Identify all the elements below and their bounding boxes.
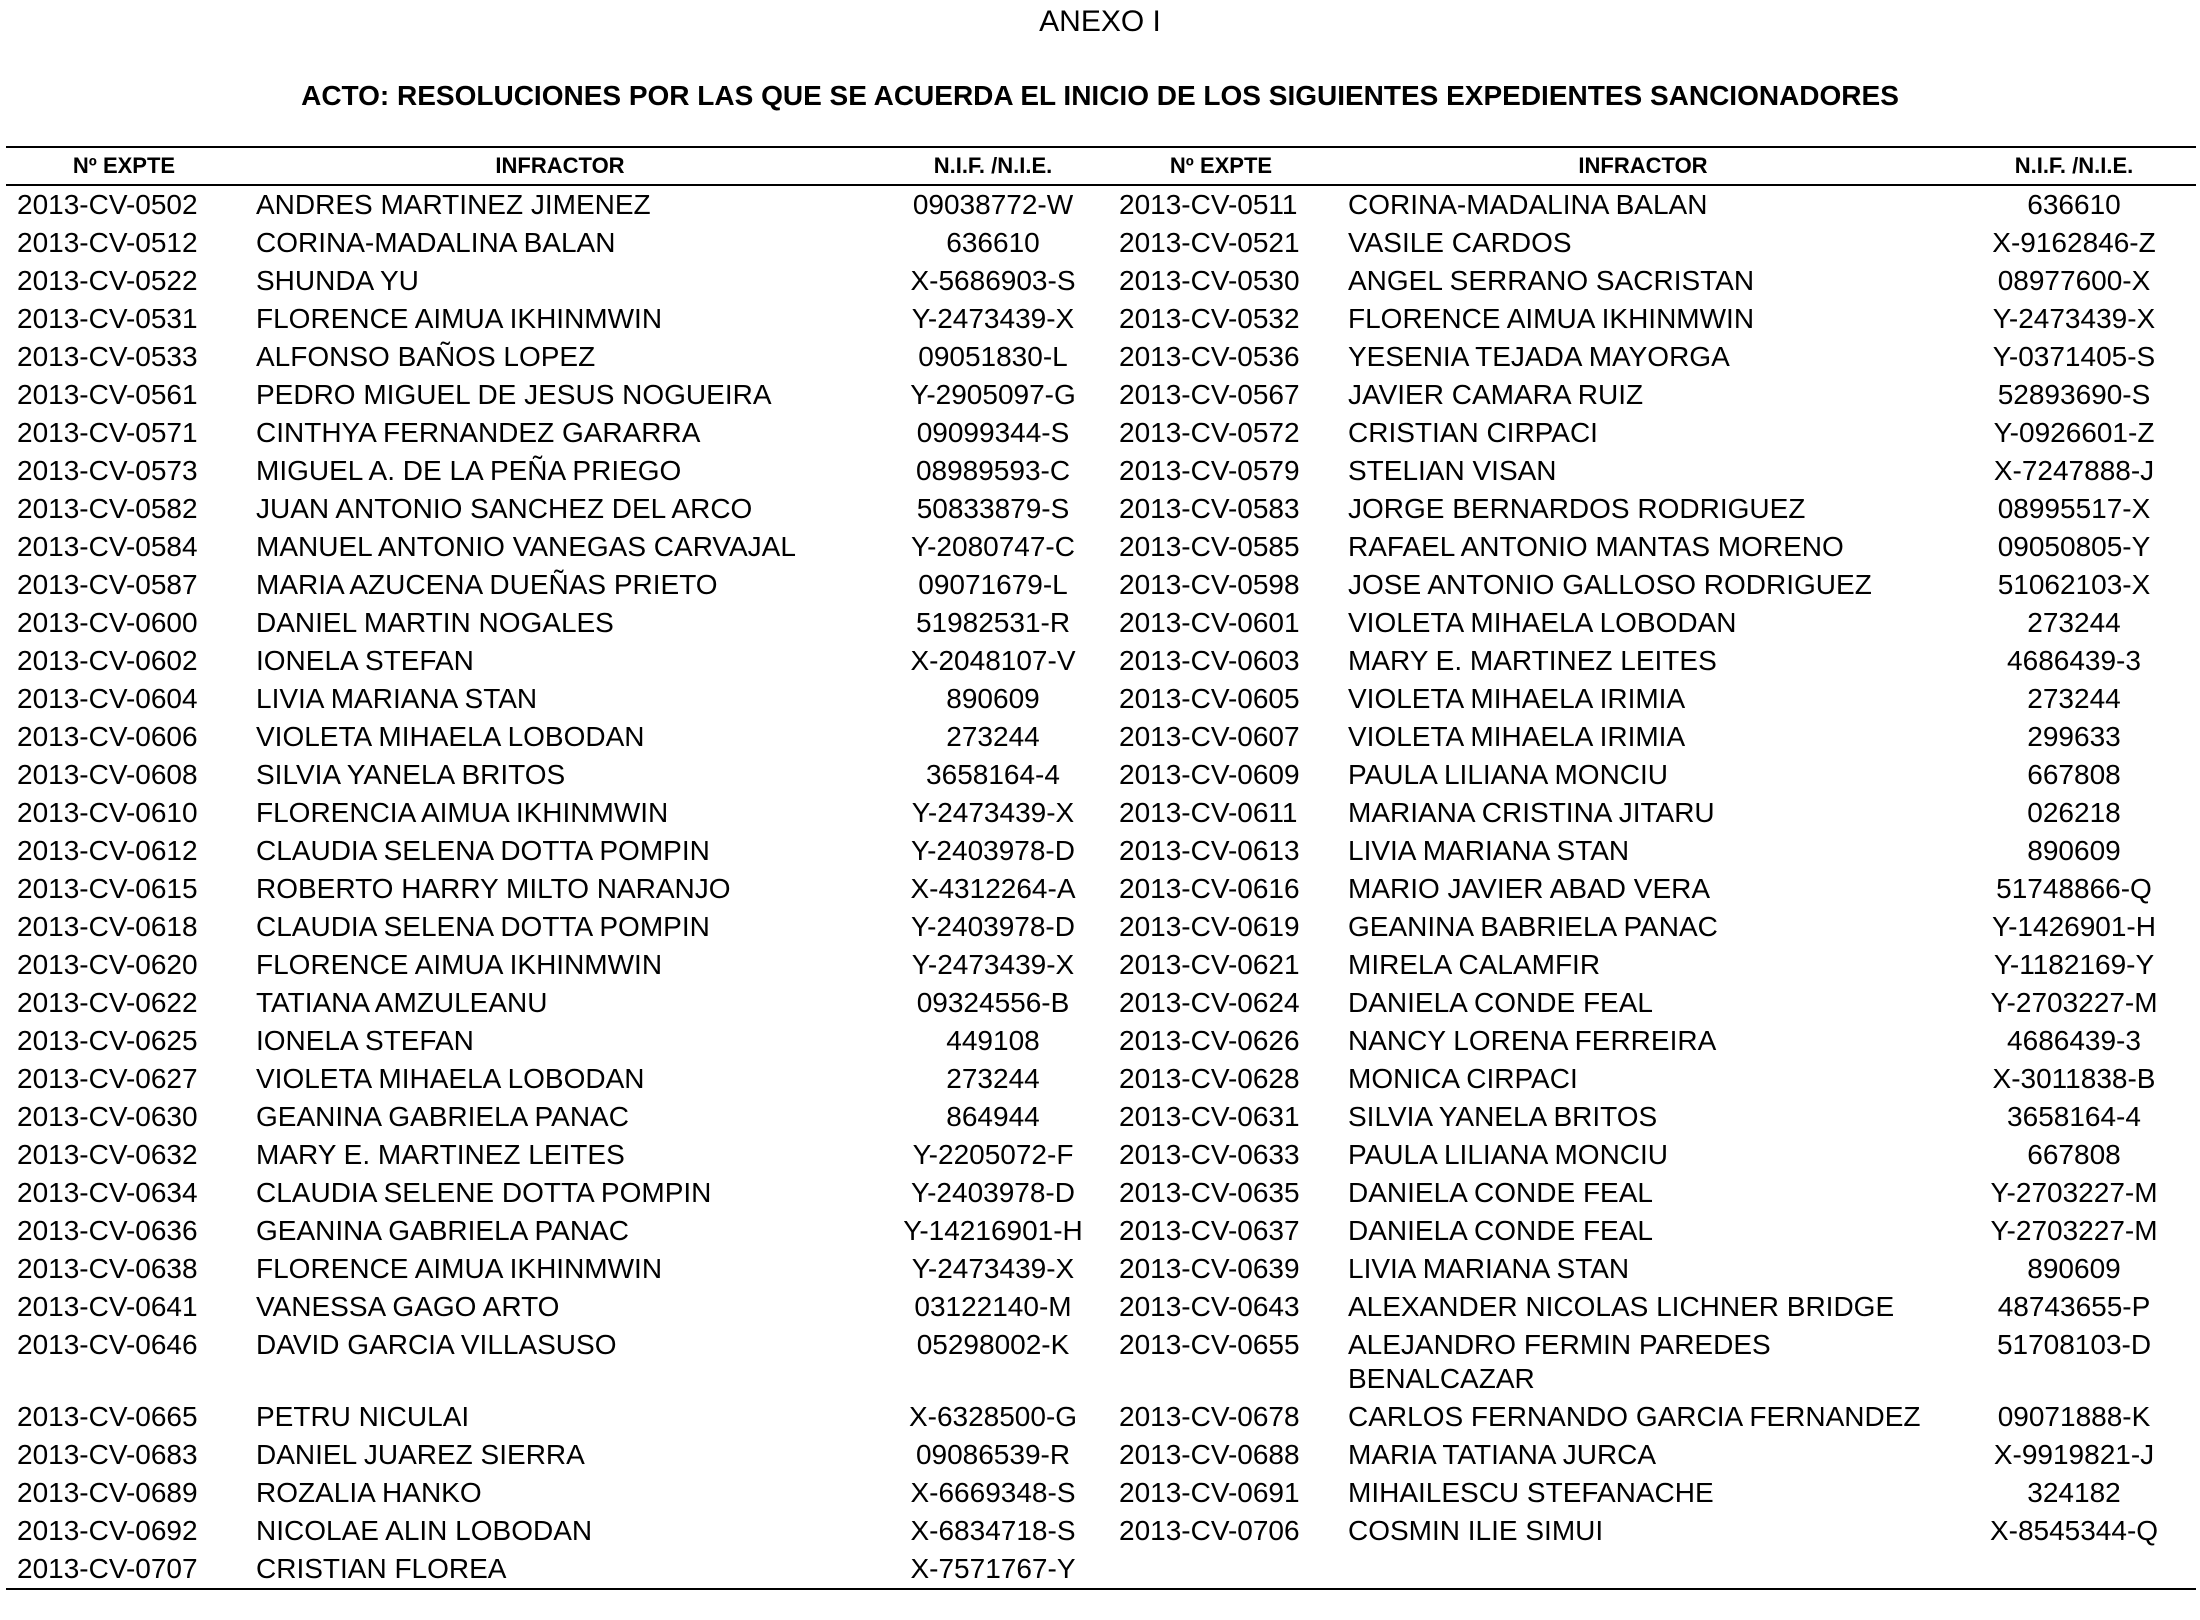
table-row [6,1136,2196,1174]
nif-cell-right: Y-1426901-H [1992,911,2156,942]
nif-cell-right: X-3011838-B [1992,1063,2156,1094]
infractor-cell-left: MIGUEL A. DE LA PEÑA PRIEGO [256,455,682,486]
infractor-cell-left: FLORENCE AIMUA IKHINMWIN [256,1253,663,1284]
nif-cell-left: 50833879-S [916,493,1070,524]
infractor-cell-left: GEANINA GABRIELA PANAC [256,1215,629,1246]
infractor-cell-left: CORINA-MADALINA BALAN [256,227,616,258]
expediente-cell-right: 2013-CV-0530 [1119,265,1300,296]
infractor-cell-right: GEANINA BABRIELA PANAC [1348,911,1718,942]
nif-cell-left: 09071679-L [918,569,1068,600]
infractor-cell-left: VANESSA GAGO ARTO [256,1291,560,1322]
infractor-cell-right: STELIAN VISAN [1348,455,1557,486]
nif-cell-left: 636610 [946,227,1040,258]
table-row [6,414,2196,452]
table-row [6,1288,2196,1326]
expediente-cell-left: 2013-CV-0604 [17,683,198,714]
expediente-cell-right: 2013-CV-0598 [1119,569,1300,600]
nif-cell-right: 51748866-Q [1996,873,2152,904]
act-title: ACTO: RESOLUCIONES POR LAS QUE SE ACUERDA EL INICIO DE LOS SIGUIENTES EXPEDIENTES SANCIONADORES [301,80,1899,111]
infractor-cell-left: MANUEL ANTONIO VANEGAS CARVAJAL [256,531,796,562]
nif-cell-right: Y-2703227-M [1990,987,2158,1018]
infractor-cell-right: LIVIA MARIANA STAN [1348,1253,1630,1284]
infractor-cell-left: DAVID GARCIA VILLASUSO [256,1329,617,1360]
nif-cell-left: X-6669348-S [910,1477,1076,1508]
table-row [6,1326,2196,1398]
nif-cell-left: 09086539-R [915,1439,1071,1470]
nif-cell-left: 09324556-B [916,987,1070,1018]
table-row [6,870,2196,908]
nif-cell-right: 667808 [2027,1139,2121,1170]
expediente-cell-left: 2013-CV-0618 [17,911,198,942]
expediente-cell-left: 2013-CV-0632 [17,1139,198,1170]
expediente-cell-left: 2013-CV-0630 [17,1101,198,1132]
infractor-cell-right: JORGE BERNARDOS RODRIGUEZ [1348,493,1806,524]
nif-cell-right: Y-2703227-M [1990,1215,2158,1246]
header-exp-right: Nº EXPTE [1108,147,1334,185]
table-row [6,185,2196,224]
expediente-cell-right: 2013-CV-0624 [1119,987,1300,1018]
expediente-cell-right: 2013-CV-0511 [1119,189,1298,220]
nif-cell-left: X-5686903-S [910,265,1076,296]
infractor-cell-left: CLAUDIA SELENE DOTTA POMPIN [256,1177,712,1208]
nif-cell-left: 05298002-K [916,1329,1070,1360]
table-row [6,604,2196,642]
expediente-cell-right: 2013-CV-0536 [1119,341,1300,372]
expediente-cell-left: 2013-CV-0512 [17,227,198,258]
nif-cell-left: X-2048107-V [910,645,1076,676]
infractor-cell-left: MARIA AZUCENA DUEÑAS PRIETO [256,569,718,600]
expediente-cell-left: 2013-CV-0707 [6,1550,242,1589]
table-row [6,300,2196,338]
infractor-cell-left: DANIEL MARTIN NOGALES [256,607,614,638]
table-row [6,1550,2196,1589]
expediente-cell-right: 2013-CV-0583 [1119,493,1300,524]
expediente-cell-left: 2013-CV-0692 [17,1515,198,1546]
expediente-cell-right: 2013-CV-0637 [1119,1215,1300,1246]
infractor-cell-left: TATIANA AMZULEANU [256,987,548,1018]
nif-cell-left: X-4312264-A [910,873,1076,904]
table-row [6,452,2196,490]
infractor-cell-left: ANDRES MARTINEZ JIMENEZ [256,189,651,220]
nif-cell-left: Y-14216901-H [903,1215,1083,1246]
expediente-cell-left: 2013-CV-0641 [17,1291,198,1322]
table-row [6,642,2196,680]
nif-cell-left: 09051830-L [918,341,1068,372]
infractor-cell-left: IONELA STEFAN [256,645,474,676]
nif-cell-right: 51708103-D [1996,1329,2152,1360]
nif-cell-right: 09050805-Y [1997,531,2151,562]
expediente-cell-right: 2013-CV-0678 [1119,1401,1300,1432]
nif-cell-left: 273244 [946,1063,1040,1094]
nif-cell-right: 273244 [2027,607,2121,638]
expediente-cell-left: 2013-CV-0665 [17,1401,198,1432]
nif-cell-right: 890609 [2027,1253,2121,1284]
infractor-cell-left: NICOLAE ALIN LOBODAN [256,1515,593,1546]
infractor-cell-left: IONELA STEFAN [256,1025,474,1056]
expediente-cell-right: 2013-CV-0572 [1119,417,1300,448]
infractor-cell-right: MARY E. MARTINEZ LEITES [1348,645,1717,676]
infractor-cell-right: RAFAEL ANTONIO MANTAS MORENO [1348,531,1844,562]
nif-cell-right: X-9162846-Z [1992,227,2156,258]
expediente-cell-right: 2013-CV-0619 [1119,911,1300,942]
expediente-cell-left: 2013-CV-0625 [17,1025,198,1056]
nif-cell-right: 026218 [2027,797,2121,828]
nif-cell-right: Y-2703227-M [1990,1177,2158,1208]
table-row [6,1474,2196,1512]
nif-cell-right: 51062103-X [1997,569,2151,600]
expediente-cell-left: 2013-CV-0627 [17,1063,198,1094]
infractor-cell-right: DANIELA CONDE FEAL [1348,987,1653,1018]
nif-cell-right: 48743655-P [1997,1291,2151,1322]
nif-cell-left: 449108 [946,1025,1040,1056]
nif-cell-right: 636610 [2027,189,2121,220]
expediente-cell-left: 2013-CV-0608 [17,759,198,790]
expediente-cell-left: 2013-CV-0610 [17,797,198,828]
infractor-cell-right: MARIA TATIANA JURCA [1348,1439,1657,1470]
infractor-cell-right: ALEXANDER NICOLAS LICHNER BRIDGE [1348,1291,1895,1322]
infractor-cell-left: JUAN ANTONIO SANCHEZ DEL ARCO [256,493,753,524]
nif-cell-right: X-9919821-J [1993,1439,2155,1470]
nif-cell-left: 273244 [946,721,1040,752]
infractor-cell-left: FLORENCE AIMUA IKHINMWIN [256,303,663,334]
expediente-cell-right: 2013-CV-0635 [1119,1177,1300,1208]
nif-cell-left: X-6328500-G [908,1401,1078,1432]
infractor-cell-left: ROBERTO HARRY MILTO NARANJO [256,873,731,904]
infractor-cell-right: DANIELA CONDE FEAL [1348,1177,1653,1208]
nif-cell-right: Y-0371405-S [1992,341,2156,372]
expediente-cell-right: 2013-CV-0605 [1119,683,1300,714]
infractor-cell-left: GEANINA GABRIELA PANAC [256,1101,629,1132]
nif-cell-left: Y-2473439-X [911,303,1075,334]
expediente-cell-right: 2013-CV-0706 [1119,1515,1300,1546]
nif-cell-right: X-7247888-J [1993,455,2155,486]
infractor-cell-right: JOSE ANTONIO GALLOSO RODRIGUEZ [1348,569,1872,600]
table-row [6,1060,2196,1098]
infractor-cell-right: YESENIA TEJADA MAYORGA [1348,341,1730,372]
infractor-cell-left: FLORENCIA AIMUA IKHINMWIN [256,797,669,828]
nif-cell-right: 3658164-4 [2007,1101,2141,1132]
expediente-cell-right: 2013-CV-0611 [1119,797,1298,828]
table-row [6,946,2196,984]
expediente-cell-right: 2013-CV-0626 [1119,1025,1300,1056]
expediente-cell-left: 2013-CV-0646 [17,1329,198,1360]
table-row [6,1250,2196,1288]
nif-cell-left: Y-2403978-D [911,911,1075,942]
nif-cell-left: 3658164-4 [926,759,1060,790]
table-row [6,984,2196,1022]
expediente-cell-left: 2013-CV-0600 [17,607,198,638]
infractor-cell-left: VIOLETA MIHAELA LOBODAN [256,1063,645,1094]
header-infractor-right: INFRACTOR [1334,147,1952,185]
table-row [6,224,2196,262]
infractor-cell-right: DANIELA CONDE FEAL [1348,1215,1653,1246]
infractor-cell-right: ALEJANDRO FERMIN PAREDES BENALCAZAR [1348,1329,1771,1394]
table-row [6,338,2196,376]
nif-cell-left: Y-2403978-D [911,835,1075,866]
expediente-cell-left: 2013-CV-0533 [17,341,198,372]
expediente-cell-left: 2013-CV-0561 [17,379,198,410]
nif-cell-right: 08977600-X [1997,265,2151,296]
infractor-cell-left: CINTHYA FERNANDEZ GARARRA [256,417,701,448]
expediente-cell-left: 2013-CV-0615 [17,873,198,904]
nif-cell-right [1952,1550,2196,1589]
table-row [6,1174,2196,1212]
table-row [6,1098,2196,1136]
infractor-cell-right: MARIANA CRISTINA JITARU [1348,797,1715,828]
nif-cell-right: 09071888-K [1997,1401,2151,1432]
table-row [6,1022,2196,1060]
nif-cell-left: Y-2473439-X [911,1253,1075,1284]
expediente-cell-right: 2013-CV-0616 [1119,873,1300,904]
nif-cell-right: 324182 [2027,1477,2121,1508]
infractor-cell-right: COSMIN ILIE SIMUI [1348,1515,1604,1546]
expediente-cell-right: 2013-CV-0603 [1119,645,1300,676]
expediente-cell-right: 2013-CV-0639 [1119,1253,1300,1284]
nif-cell-right: Y-2473439-X [1992,303,2156,334]
table-row [6,376,2196,414]
infractor-cell-right: PAULA LILIANA MONCIU [1348,759,1669,790]
expediente-cell-right: 2013-CV-0607 [1119,721,1300,752]
infractor-cell-left: ALFONSO BAÑOS LOPEZ [256,341,596,372]
expediente-cell-right: 2013-CV-0688 [1119,1439,1300,1470]
table-row [6,1212,2196,1250]
infractor-cell-right: FLORENCE AIMUA IKHINMWIN [1348,303,1755,334]
nif-cell-left: Y-2403978-D [911,1177,1075,1208]
nif-cell-right: 273244 [2027,683,2121,714]
infractor-cell-right: ANGEL SERRANO SACRISTAN [1348,265,1755,296]
nif-cell-left: Y-2205072-F [912,1139,1074,1170]
expediente-cell-left: 2013-CV-0602 [17,645,198,676]
table-row [6,490,2196,528]
table-row [6,718,2196,756]
nif-cell-right: 52893690-S [1997,379,2151,410]
expediente-cell-left: 2013-CV-0587 [17,569,198,600]
table-row [6,832,2196,870]
nif-cell-left: 864944 [946,1101,1040,1132]
table-row [6,680,2196,718]
infractor-cell-right: VIOLETA MIHAELA LOBODAN [1348,607,1737,638]
header-exp-left: Nº EXPTE [6,147,242,185]
expediente-cell-right: 2013-CV-0585 [1119,531,1300,562]
header-nif-left: N.I.F. /N.I.E. [878,147,1108,185]
infractor-cell-left: MARY E. MARTINEZ LEITES [256,1139,625,1170]
table-row [6,794,2196,832]
expediente-cell-left: 2013-CV-0571 [17,417,198,448]
nif-cell-left: 03122140-M [914,1291,1072,1322]
expediente-cell-right: 2013-CV-0628 [1119,1063,1300,1094]
infractor-cell-right: MARIO JAVIER ABAD VERA [1348,873,1711,904]
expediente-cell-left: 2013-CV-0638 [17,1253,198,1284]
expediente-cell-left: 2013-CV-0502 [17,189,198,220]
expediente-cell-right: 2013-CV-0609 [1119,759,1300,790]
infractor-cell-left: CLAUDIA SELENA DOTTA POMPIN [256,835,710,866]
nif-cell-left: X-6834718-S [910,1515,1076,1546]
expediente-cell-right [1108,1550,1334,1589]
infractor-cell-right: CARLOS FERNANDO GARCIA FERNANDEZ [1348,1401,1921,1432]
infractor-cell-left: DANIEL JUAREZ SIERRA [256,1439,585,1470]
expediente-cell-left: 2013-CV-0683 [17,1439,198,1470]
table-body [6,185,2196,1589]
expediente-cell-left: 2013-CV-0612 [17,835,198,866]
infractor-cell-right: VIOLETA MIHAELA IRIMIA [1348,683,1686,714]
table-row [6,262,2196,300]
header-nif-right: N.I.F. /N.I.E. [1952,147,2196,185]
infractor-cell-left: SHUNDA YU [256,265,419,296]
expediente-cell-right: 2013-CV-0579 [1119,455,1300,486]
nif-cell-right: 4686439-3 [2007,645,2141,676]
infractor-cell-right: MONICA CIRPACI [1348,1063,1578,1094]
nif-cell-right: 4686439-3 [2007,1025,2141,1056]
infractor-cell-right: JAVIER CAMARA RUIZ [1348,379,1644,410]
infractor-cell-left: VIOLETA MIHAELA LOBODAN [256,721,645,752]
nif-cell-left: 09038772-W [912,189,1074,220]
expediente-cell-right: 2013-CV-0655 [1119,1329,1300,1360]
infractor-cell-left: ROZALIA HANKO [256,1477,482,1508]
nif-cell-left: 09099344-S [916,417,1070,448]
infractor-cell-right: PAULA LILIANA MONCIU [1348,1139,1669,1170]
expediente-cell-left: 2013-CV-0582 [17,493,198,524]
expediente-cell-left: 2013-CV-0606 [17,721,198,752]
infractor-cell-left: SILVIA YANELA BRITOS [256,759,566,790]
infractor-cell-left: PEDRO MIGUEL DE JESUS NOGUEIRA [256,379,772,410]
table-row [6,1398,2196,1436]
infractor-cell-left: CLAUDIA SELENA DOTTA POMPIN [256,911,710,942]
infractor-cell-right: MIHAILESCU STEFANACHE [1348,1477,1714,1508]
expedientes-table [6,146,2196,1590]
expediente-cell-left: 2013-CV-0573 [17,455,198,486]
infractor-cell-right [1334,1550,1952,1589]
infractor-cell-right: VASILE CARDOS [1348,227,1572,258]
header-infractor-left: INFRACTOR [242,147,878,185]
infractor-cell-right: MIRELA CALAMFIR [1348,949,1601,980]
expediente-cell-right: 2013-CV-0521 [1119,227,1300,258]
header-row [6,147,2196,185]
nif-cell-right: 299633 [2027,721,2121,752]
expediente-cell-left: 2013-CV-0636 [17,1215,198,1246]
expediente-cell-right: 2013-CV-0532 [1119,303,1300,334]
table-row [6,1512,2196,1550]
expediente-cell-right: 2013-CV-0601 [1119,607,1300,638]
table-row [6,528,2196,566]
infractor-cell-right: CORINA-MADALINA BALAN [1348,189,1708,220]
nif-cell-right: X-8545344-Q [1989,1515,2159,1546]
nif-cell-right: Y-1182169-Y [1993,949,2155,980]
expediente-cell-right: 2013-CV-0643 [1119,1291,1300,1322]
nif-cell-left: 890609 [946,683,1040,714]
expediente-cell-left: 2013-CV-0689 [17,1477,198,1508]
table-row [6,566,2196,604]
expediente-cell-right: 2013-CV-0631 [1119,1101,1300,1132]
infractor-cell-right: CRISTIAN CIRPACI [1348,417,1598,448]
nif-cell-right: 08995517-X [1997,493,2151,524]
nif-cell-left: 08989593-C [915,455,1071,486]
expedientes-table-wrapper [6,146,2196,1590]
expediente-cell-left: 2013-CV-0584 [17,531,198,562]
expediente-cell-right: 2013-CV-0691 [1119,1477,1300,1508]
infractor-cell-right: NANCY LORENA FERREIRA [1348,1025,1717,1056]
annex-title: ANEXO I [1039,5,1161,38]
table-row [6,1436,2196,1474]
infractor-cell-right: SILVIA YANELA BRITOS [1348,1101,1658,1132]
table-header [6,147,2196,185]
expediente-cell-right: 2013-CV-0633 [1119,1139,1300,1170]
infractor-cell-left: LIVIA MARIANA STAN [256,683,538,714]
expediente-cell-left: 2013-CV-0634 [17,1177,198,1208]
infractor-cell-right: VIOLETA MIHAELA IRIMIA [1348,721,1686,752]
nif-cell-left: X-7571767-Y [878,1550,1108,1589]
expediente-cell-right: 2013-CV-0613 [1119,835,1300,866]
nif-cell-right: 890609 [2027,835,2121,866]
table-row [6,756,2196,794]
infractor-cell-left: FLORENCE AIMUA IKHINMWIN [256,949,663,980]
table-row [6,908,2196,946]
infractor-cell-left: CRISTIAN FLOREA [242,1550,878,1589]
expediente-cell-left: 2013-CV-0620 [17,949,198,980]
nif-cell-right: 667808 [2027,759,2121,790]
expediente-cell-right: 2013-CV-0567 [1119,379,1300,410]
nif-cell-left: Y-2905097-G [910,379,1076,410]
nif-cell-left: 51982531-R [915,607,1071,638]
nif-cell-right: Y-0926601-Z [1993,417,2155,448]
nif-cell-left: Y-2473439-X [911,797,1075,828]
expediente-cell-left: 2013-CV-0622 [17,987,198,1018]
infractor-cell-right: LIVIA MARIANA STAN [1348,835,1630,866]
nif-cell-left: Y-2473439-X [911,949,1075,980]
expediente-cell-left: 2013-CV-0531 [17,303,198,334]
expediente-cell-left: 2013-CV-0522 [17,265,198,296]
nif-cell-left: Y-2080747-C [911,531,1075,562]
infractor-cell-left: PETRU NICULAI [256,1401,470,1432]
expediente-cell-right: 2013-CV-0621 [1119,949,1300,980]
